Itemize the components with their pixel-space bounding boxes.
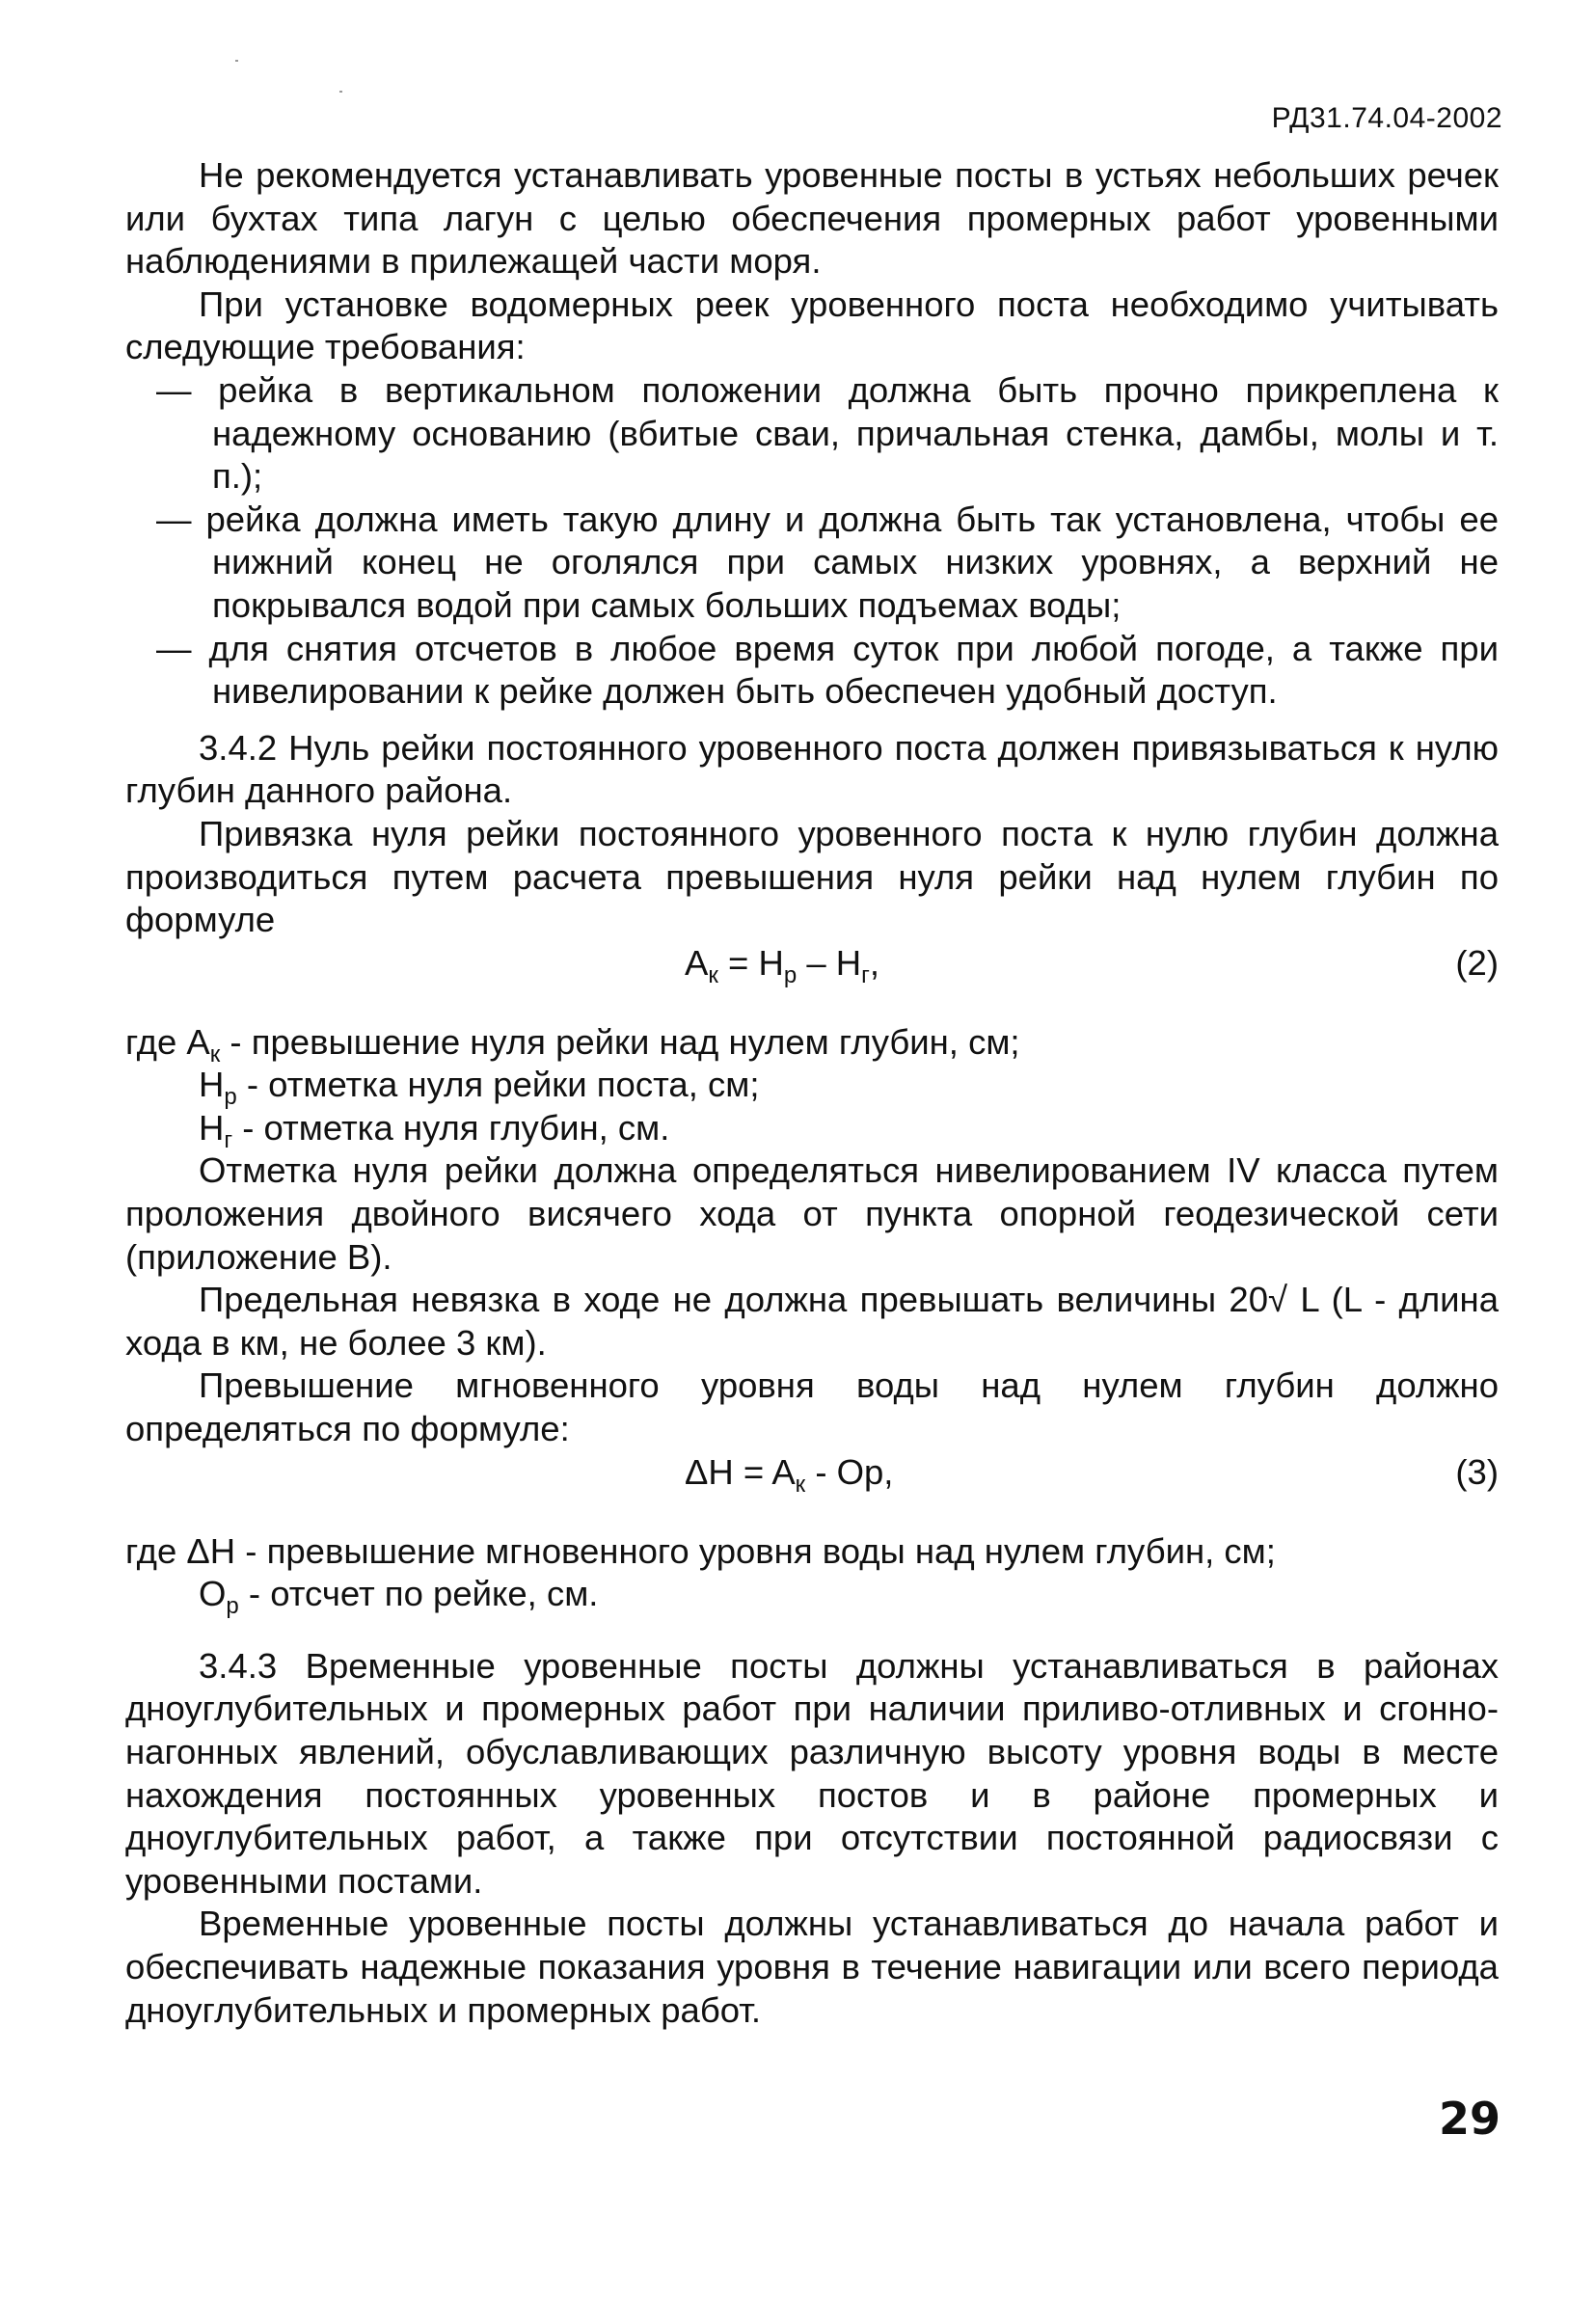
paragraph: Отметка нуля рейки должна определяться нивелированием IV класса путем проложения двойного висячего хода от пункта опорной геодезической сети (приложение В). xyxy=(125,1150,1499,1277)
formula-2-number: (2) xyxy=(1455,942,1499,983)
paragraph: Не рекомендуется устанавливать уровенные посты в устьях небольших речек или бухтах типа лагун с целью обеспечения промерных работ уровенными наблюдениями в прилежащей части моря. xyxy=(125,155,1499,282)
section-3-4-3: 3.4.3 Временные уровенные посты должны устанавливаться в районах дноуглубительных и промерных работ при наличии приливо-отливных и сгонно-нагонных явлений, обуславливающих различную высоту уровня воды в месте нахождения постоянных уровенных постов и в районе промерных и дноуглубительных работ, а также при отсутствии постоянной радиосвязи с уровенными постами. xyxy=(125,1645,1499,1901)
paragraph: Предельная невязка в ходе не должна превышать величины 20√ L (L - длина хода в км, не более 3 км). xyxy=(125,1280,1499,1363)
scan-speck xyxy=(235,60,238,62)
formula-2 xyxy=(125,942,1499,996)
formula-3 xyxy=(125,1451,1499,1505)
document-code: РД31.74.04-2002 xyxy=(1271,102,1502,134)
page-number: 29 xyxy=(1438,2093,1500,2145)
list-item: — для снятия отсчетов в любое время суток при любой погоде, а также при нивелировании к рейке должен быть обеспечен удобный доступ. xyxy=(156,628,1499,712)
section-3-4-2: 3.4.2 Нуль рейки постоянного уровенного поста должен привязываться к нулю глубин данного района. xyxy=(125,727,1499,811)
paragraph: Временные уровенные посты должны устанавливаться до начала работ и обеспечивать надежные показания уровня в течение навигации или всего периода дноуглубительных и промерных работ. xyxy=(125,1904,1499,2030)
definition-ak: где $A_к$ - превышение нуля рейки над нулем глубин, см; xyxy=(125,1021,1020,1067)
list-item: — рейка должна иметь такую длину и должна быть так установлена, чтобы ее нижний конец не оголялся при самых низких уровнях, а верхний не покрывался водой при самых больших подъемах воды; xyxy=(156,499,1499,625)
formula-2-expression: $A_к = H_р - H_г$, xyxy=(685,942,880,988)
paragraph: Превышение мгновенного уровня воды над нулем глубин должно определяться по формуле: xyxy=(125,1365,1499,1449)
list-item: — рейка в вертикальном положении должна быть прочно прикреплена к надежному основанию (вбитые сваи, причальная стенка, дамбы, молы и т. п.); xyxy=(156,369,1499,497)
paragraph: Привязка нуля рейки постоянного уровенного поста к нулю глубин должна производиться путем расчета превышения нуля рейки над нулем глубин по формуле xyxy=(125,813,1499,940)
paragraph: При установке водомерных реек уровенного поста необходимо учитывать следующие требования: xyxy=(125,284,1499,367)
definition-hg: $H_г$ - отметка нуля глубин, см. xyxy=(199,1107,670,1153)
document-body xyxy=(125,154,1499,2032)
definition-op: $О_р$ - отсчет по рейке, см. xyxy=(199,1574,599,1620)
definition-dh: где ΔH - превышение мгновенного уровня воды над нулем глубин, см; xyxy=(125,1530,1276,1571)
scan-speck xyxy=(339,91,342,93)
definition-hp: $H_р$ - отметка нуля рейки поста, см; xyxy=(199,1065,760,1111)
formula-3-number: (3) xyxy=(1455,1451,1499,1492)
formula-3-expression: $\Delta H = A_к$ - Ор, xyxy=(685,1451,894,1498)
